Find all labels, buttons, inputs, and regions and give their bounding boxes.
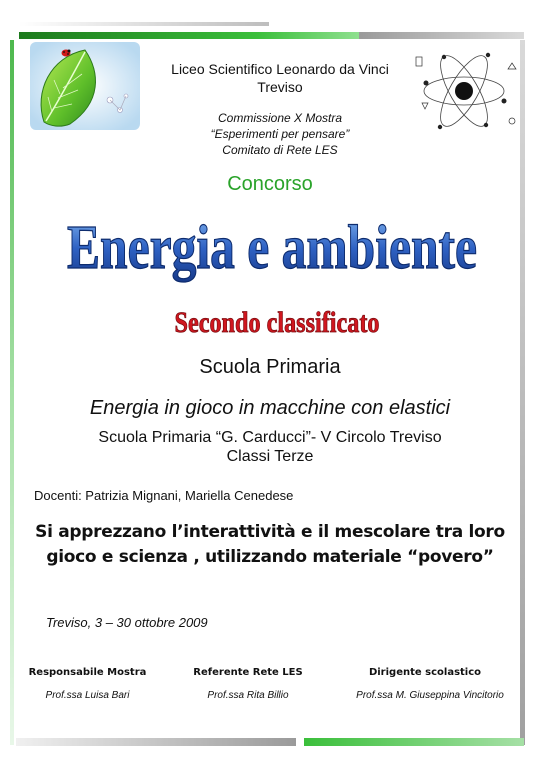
contest-title: Energia e ambiente <box>67 214 477 282</box>
category-label: Scuola Primaria <box>199 356 341 378</box>
appreciation-text: Si apprezzano l’interattività e il mescolare tra loro gioco e scienza , utilizzando materiale “povero” <box>35 522 505 567</box>
teachers-line: Docenti: Patrizia Mignani, Mariella Cenedese <box>34 488 294 503</box>
school-info <box>40 428 500 466</box>
atom-logo-icon <box>412 45 520 142</box>
committee-name: Comitato di Rete LES <box>222 143 338 157</box>
frame-bottom-gray-bar <box>16 738 296 746</box>
school-classes: Classi Terze <box>226 448 314 465</box>
award-title: Secondo classificato <box>174 306 380 339</box>
date-place: Treviso, 3 – 30 ottobre 2009 <box>46 615 208 630</box>
project-title: Energia in gioco in macchine con elastici <box>89 397 451 419</box>
school-name: Scuola Primaria “G. Carducci”- V Circolo Treviso <box>98 429 442 446</box>
award-title-art <box>170 300 385 342</box>
commission-name: Commissione X Mostra <box>217 111 343 125</box>
signature-name-3: Prof.ssa M. Giuseppina Vincitorio <box>356 690 504 701</box>
institution-name: Liceo Scientifico Leonardo da Vinci <box>171 61 389 77</box>
commission-header <box>140 110 420 158</box>
signature-role-1: Responsabile Mostra <box>28 667 147 678</box>
exhibition-name: “Esperimenti per pensare” <box>210 127 350 141</box>
institution-header <box>140 60 420 96</box>
contest-label: Concorso <box>227 173 313 195</box>
frame-left-bar <box>10 40 14 745</box>
frame-top-gray-bar <box>359 32 524 39</box>
contest-title-art <box>60 200 485 288</box>
signature-name-1: Prof.ssa Luisa Bari <box>45 690 130 701</box>
frame-bottom-green-bar <box>304 738 524 746</box>
frame-top-green-bar <box>19 32 359 39</box>
institution-city: Treviso <box>257 79 303 95</box>
signature-role-2: Referente Rete LES <box>193 667 303 678</box>
frame-right-bar <box>520 40 525 745</box>
leaf-logo-icon <box>30 42 140 135</box>
signature-role-3: Dirigente scolastico <box>368 667 482 678</box>
frame-top-gradient-bar <box>19 22 269 26</box>
signature-name-2: Prof.ssa Rita Billio <box>207 690 289 701</box>
